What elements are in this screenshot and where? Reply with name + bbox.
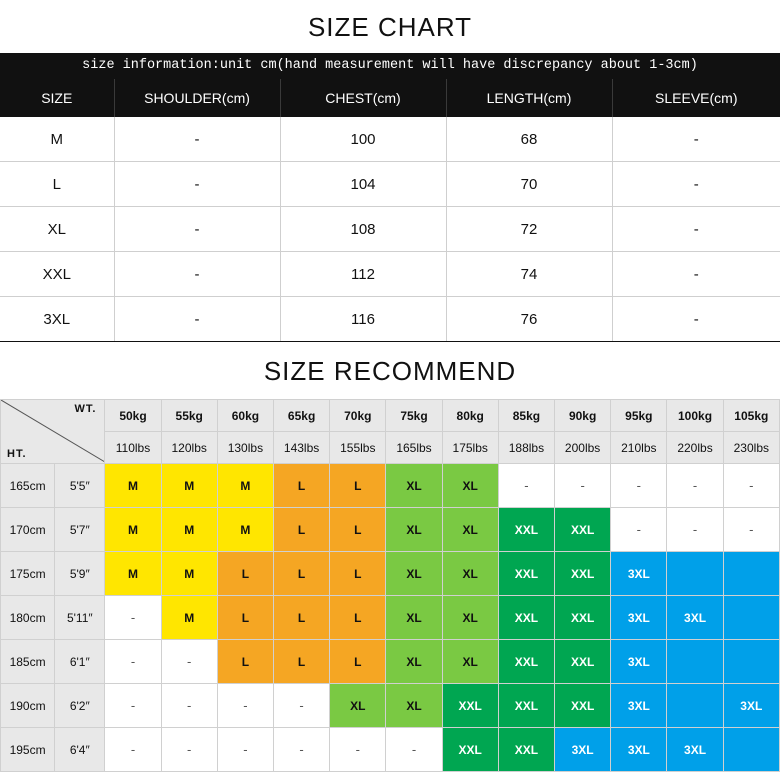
weight-kg-header: 75kg (386, 400, 442, 432)
col-header-sleeve: SLEEVE(cm) (612, 79, 780, 117)
recommend-cell: XL (386, 552, 442, 596)
recommend-cell: - (723, 508, 779, 552)
table-row (0, 162, 780, 207)
height-cm-label: 185cm (1, 640, 55, 684)
recommend-cell: XXL (498, 684, 554, 728)
recommend-cell: XL (386, 684, 442, 728)
recommend-cell: - (161, 684, 217, 728)
recommend-cell: - (555, 464, 611, 508)
recommend-cell: XXL (498, 552, 554, 596)
recommend-cell: L (274, 552, 330, 596)
recommend-cell: XXL (555, 640, 611, 684)
recommend-cell: XL (386, 596, 442, 640)
recommend-cell: XL (442, 508, 498, 552)
weight-lbs-header: 230lbs (723, 432, 779, 464)
weight-lbs-header: 110lbs (105, 432, 161, 464)
shoulder-cell: - (114, 252, 280, 297)
recommend-cell: XXL (442, 728, 498, 772)
size-chart-header-row (0, 79, 780, 117)
col-header-length: LENGTH(cm) (446, 79, 612, 117)
weight-kg-header: 55kg (161, 400, 217, 432)
recommend-cell: M (217, 508, 273, 552)
recommend-cell: 3XL (611, 684, 667, 728)
recommend-cell: - (611, 464, 667, 508)
recommend-cell (723, 552, 779, 596)
chest-cell: 100 (280, 117, 446, 162)
weight-kg-header: 90kg (555, 400, 611, 432)
recommend-cell (723, 640, 779, 684)
recommend-cell: - (667, 508, 723, 552)
recommend-cell: - (274, 728, 330, 772)
size-cell: M (0, 117, 114, 162)
length-cell: 72 (446, 207, 612, 252)
size-cell: XL (0, 207, 114, 252)
recommend-cell: XXL (555, 508, 611, 552)
height-axis-label: HT. (7, 448, 27, 460)
height-cm-label: 175cm (1, 552, 55, 596)
recommend-cell: - (105, 640, 161, 684)
recommend-cell: - (105, 596, 161, 640)
recommend-row (1, 728, 780, 772)
size-chart-title: SIZE CHART (307, 12, 473, 42)
height-cm-label: 190cm (1, 684, 55, 728)
recommend-cell (667, 640, 723, 684)
size-recommend-table (0, 399, 780, 772)
recommend-cell: XXL (498, 728, 554, 772)
weight-kg-header: 95kg (611, 400, 667, 432)
col-header-shoulder: SHOULDER(cm) (114, 79, 280, 117)
size-chart-note: size information:unit cm(hand measurement will have discrepancy about 1-3cm) (0, 53, 780, 79)
recommend-cell: XXL (498, 508, 554, 552)
recommend-cell: 3XL (667, 728, 723, 772)
weight-lbs-header: 200lbs (555, 432, 611, 464)
recommend-cell: - (161, 728, 217, 772)
recommend-cell: L (274, 640, 330, 684)
col-header-chest: CHEST(cm) (280, 79, 446, 117)
shoulder-cell: - (114, 117, 280, 162)
recommend-row (1, 464, 780, 508)
chest-cell: 116 (280, 297, 446, 342)
recommend-cell: XXL (498, 596, 554, 640)
weight-lbs-header: 120lbs (161, 432, 217, 464)
recommend-row (1, 552, 780, 596)
chest-cell: 112 (280, 252, 446, 297)
recommend-cell: XXL (555, 552, 611, 596)
recommend-cell: L (274, 596, 330, 640)
recommend-cell: - (498, 464, 554, 508)
weights-kg-row (1, 400, 780, 432)
height-cm-label: 165cm (1, 464, 55, 508)
weight-kg-header: 85kg (498, 400, 554, 432)
chest-cell: 104 (280, 162, 446, 207)
sleeve-cell: - (612, 162, 780, 207)
shoulder-cell: - (114, 207, 280, 252)
weight-lbs-header: 155lbs (330, 432, 386, 464)
recommend-cell: M (105, 552, 161, 596)
recommend-cell: 3XL (723, 684, 779, 728)
recommend-row (1, 596, 780, 640)
recommend-cell: - (386, 728, 442, 772)
recommend-cell: - (667, 464, 723, 508)
recommend-cell: 3XL (611, 552, 667, 596)
recommend-cell: XL (386, 464, 442, 508)
shoulder-cell: - (114, 297, 280, 342)
recommend-row (1, 508, 780, 552)
length-cell: 70 (446, 162, 612, 207)
recommend-cell (723, 728, 779, 772)
col-header-size: SIZE (0, 79, 114, 117)
recommend-cell: L (330, 464, 386, 508)
weight-lbs-header: 130lbs (217, 432, 273, 464)
table-row (0, 207, 780, 252)
recommend-cell: L (217, 640, 273, 684)
recommend-cell: XL (386, 640, 442, 684)
recommend-cell: XL (442, 552, 498, 596)
recommend-cell: 3XL (611, 640, 667, 684)
recommend-cell: - (274, 684, 330, 728)
length-cell: 68 (446, 117, 612, 162)
table-row (0, 117, 780, 162)
recommend-cell: XL (330, 684, 386, 728)
recommend-cell (667, 684, 723, 728)
recommend-cell: 3XL (611, 728, 667, 772)
height-ft-label: 5'7″ (55, 508, 105, 552)
recommend-cell: XL (386, 508, 442, 552)
recommend-cell: L (330, 596, 386, 640)
recommend-cell: - (217, 684, 273, 728)
recommend-row (1, 684, 780, 728)
recommend-cell: XXL (555, 596, 611, 640)
recommend-cell: M (105, 464, 161, 508)
recommend-cell: - (105, 728, 161, 772)
recommend-cell: M (161, 596, 217, 640)
weight-kg-header: 105kg (723, 400, 779, 432)
weight-axis-label: WT. (74, 403, 97, 415)
recommend-cell: - (161, 640, 217, 684)
recommend-cell: L (274, 508, 330, 552)
size-chart-table (0, 79, 780, 342)
weight-lbs-header: 188lbs (498, 432, 554, 464)
weight-kg-header: 60kg (217, 400, 273, 432)
size-cell: 3XL (0, 297, 114, 342)
weight-kg-header: 65kg (274, 400, 330, 432)
recommend-cell: - (217, 728, 273, 772)
sleeve-cell: - (612, 117, 780, 162)
recommend-row (1, 640, 780, 684)
recommend-cell: - (105, 684, 161, 728)
recommend-cell: 3XL (611, 596, 667, 640)
height-cm-label: 180cm (1, 596, 55, 640)
recommend-cell: - (723, 464, 779, 508)
recommend-cell: 3XL (555, 728, 611, 772)
recommend-cell: XXL (442, 684, 498, 728)
recommend-cell: XXL (555, 684, 611, 728)
recommend-cell: M (161, 552, 217, 596)
weight-lbs-header: 175lbs (442, 432, 498, 464)
recommend-cell: M (105, 508, 161, 552)
size-recommend-title: SIZE RECOMMEND (263, 356, 517, 386)
sleeve-cell: - (612, 297, 780, 342)
recommend-cell: L (274, 464, 330, 508)
table-row (0, 252, 780, 297)
recommend-cell: XL (442, 464, 498, 508)
height-ft-label: 6'1″ (55, 640, 105, 684)
weight-kg-header: 80kg (442, 400, 498, 432)
recommend-cell: - (611, 508, 667, 552)
height-ft-label: 5'11″ (55, 596, 105, 640)
recommend-cell: M (161, 464, 217, 508)
recommend-cell: - (330, 728, 386, 772)
recommend-cell (723, 596, 779, 640)
height-ft-label: 6'2″ (55, 684, 105, 728)
height-ft-label: 5'9″ (55, 552, 105, 596)
weight-kg-header: 50kg (105, 400, 161, 432)
recommend-cell: M (161, 508, 217, 552)
length-cell: 74 (446, 252, 612, 297)
recommend-cell: L (330, 552, 386, 596)
table-row (0, 297, 780, 342)
weight-lbs-header: 220lbs (667, 432, 723, 464)
recommend-cell: XL (442, 640, 498, 684)
size-cell: XXL (0, 252, 114, 297)
length-cell: 76 (446, 297, 612, 342)
sleeve-cell: - (612, 252, 780, 297)
recommend-cell (667, 552, 723, 596)
recommend-cell: L (330, 640, 386, 684)
height-cm-label: 195cm (1, 728, 55, 772)
axis-corner-cell (1, 400, 105, 464)
sleeve-cell: - (612, 207, 780, 252)
recommend-cell: XXL (498, 640, 554, 684)
recommend-cell: L (217, 596, 273, 640)
recommend-cell: L (330, 508, 386, 552)
weight-lbs-header: 165lbs (386, 432, 442, 464)
height-ft-label: 5'5″ (55, 464, 105, 508)
weight-lbs-header: 143lbs (274, 432, 330, 464)
weight-lbs-header: 210lbs (611, 432, 667, 464)
recommend-cell: XL (442, 596, 498, 640)
height-ft-label: 6'4″ (55, 728, 105, 772)
weight-kg-header: 70kg (330, 400, 386, 432)
height-cm-label: 170cm (1, 508, 55, 552)
weight-kg-header: 100kg (667, 400, 723, 432)
size-cell: L (0, 162, 114, 207)
weights-lbs-row (1, 432, 780, 464)
recommend-cell: 3XL (667, 596, 723, 640)
shoulder-cell: - (114, 162, 280, 207)
chest-cell: 108 (280, 207, 446, 252)
recommend-cell: L (217, 552, 273, 596)
recommend-cell: M (217, 464, 273, 508)
